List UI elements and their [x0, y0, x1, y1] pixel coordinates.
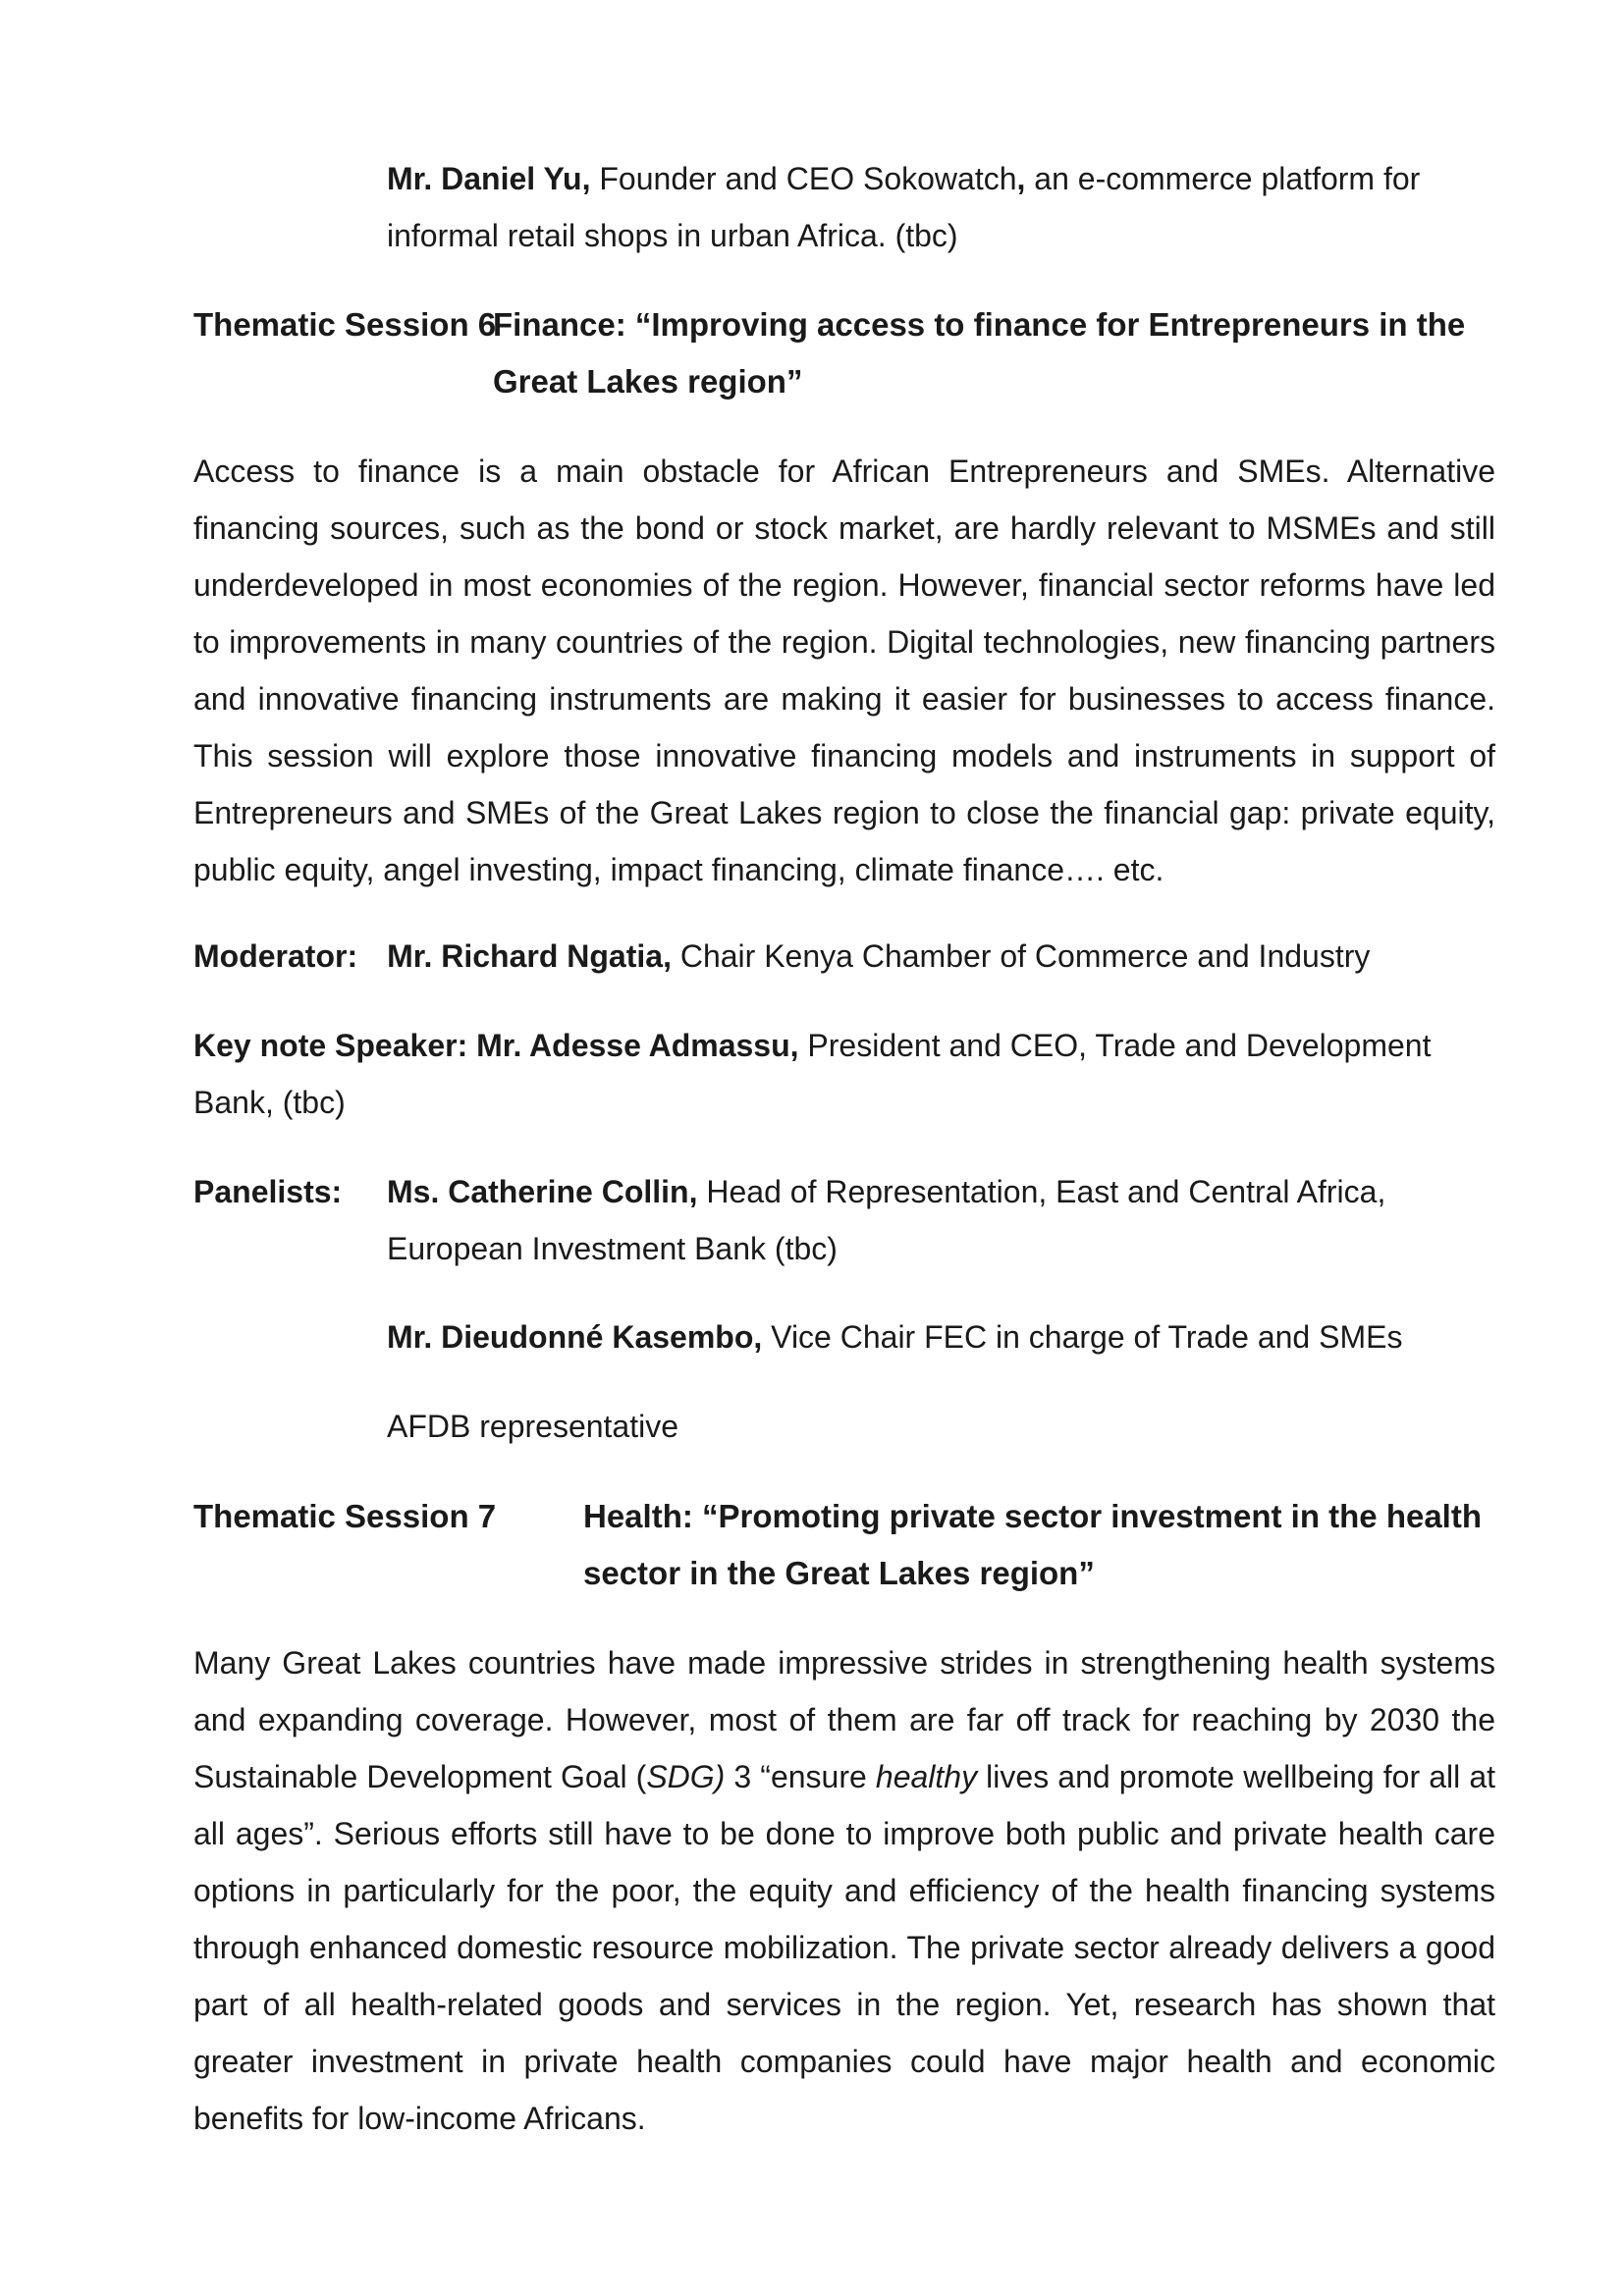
panelist-name: Mr. Dieudonné Kasembo,: [387, 1319, 763, 1355]
panelist-entry: [387, 1163, 1506, 1277]
panelist-desc: an e-commerce platform for informal retail shops in urban Africa. (tbc): [387, 161, 1421, 253]
panelist-daniel-yu: Mr. Daniel Yu, Founder and CEO Sokowatch, an e-commerce platform for informal retail shops in urban Africa. (tbc): [387, 161, 1421, 253]
panelist-name: Ms. Catherine Collin,: [387, 1174, 698, 1209]
keynote-name: Mr. Adesse Admassu,: [467, 1028, 799, 1063]
session-title: Health: “Promoting private sector investment in the health sector in the Great Lakes region”: [583, 1498, 1482, 1591]
session-7-description: Many Great Lakes countries have made impressive strides in strengthening health systems and expanding coverage. However, most of them are far off track for reaching by 2030 the Sustainable Development Goal (SDG) 3 “ensure healthy lives and promote wellbeing for all at all ages”. Serious efforts still have to be done to improve both public and private health care options in particularly for the poor, the equity and efficiency of the health financing systems through enhanced domestic resource mobilization. The private sector already delivers a good part of all health-related goods and services in the region. Yet, research has shown that greater investment in private health companies could have major health and economic benefits for low-income Africans.: [193, 1645, 1495, 2136]
moderator-line: [193, 928, 1495, 985]
panelists-label: Panelists:: [193, 1174, 343, 1209]
session-title: Finance: “Improving access to finance for Entrepreneurs in the Great Lakes region”: [493, 306, 1466, 400]
session-7-heading: [193, 1488, 1495, 1602]
panelist-desc: Founder and CEO Sokowatch: [590, 161, 1017, 196]
panelist-desc: AFDB representative: [387, 1409, 679, 1444]
session-label: Thematic Session 6: [193, 306, 497, 343]
moderator-desc: Chair Kenya Chamber of Commerce and Industry: [671, 938, 1371, 974]
moderator-name: Mr. Richard Ngatia,: [387, 938, 672, 974]
panelist-desc: Vice Chair FEC in charge of Trade and SMEs: [762, 1319, 1403, 1355]
keynote-desc: President and CEO, Trade and Development Bank, (tbc): [193, 1028, 1432, 1120]
panelist-desc: Head of Representation, East and Central Africa, European Investment Bank (tbc): [387, 1174, 1386, 1266]
panelist-name: Mr. Daniel Yu,: [387, 161, 591, 196]
panelist-entry: [387, 1308, 1506, 1365]
session-6-description: Access to finance is a main obstacle for African Entrepreneurs and SMEs. Alternative financing sources, such as the bond or stock market, are hardly relevant to MSMEs and still underdeveloped in most economies of the region. However, financial sector reforms have led to improvements in many countries of the region. Digital technologies, new financing partners and innovative financing instruments are making it easier for businesses to access finance. This session will explore those innovative financing models and instruments in support of Entrepreneurs and SMEs of the Great Lakes region to close the financial gap: private equity, public equity, angel investing, impact financing, climate finance…. etc.: [193, 454, 1495, 887]
keynote-line: [193, 1017, 1495, 1131]
moderator-label: Moderator:: [193, 938, 358, 974]
keynote-label: Key note Speaker:: [193, 1028, 468, 1063]
session-6-heading: [193, 296, 1495, 410]
panelist-entry: [387, 1398, 1506, 1455]
session-label: Thematic Session 7: [193, 1498, 497, 1534]
